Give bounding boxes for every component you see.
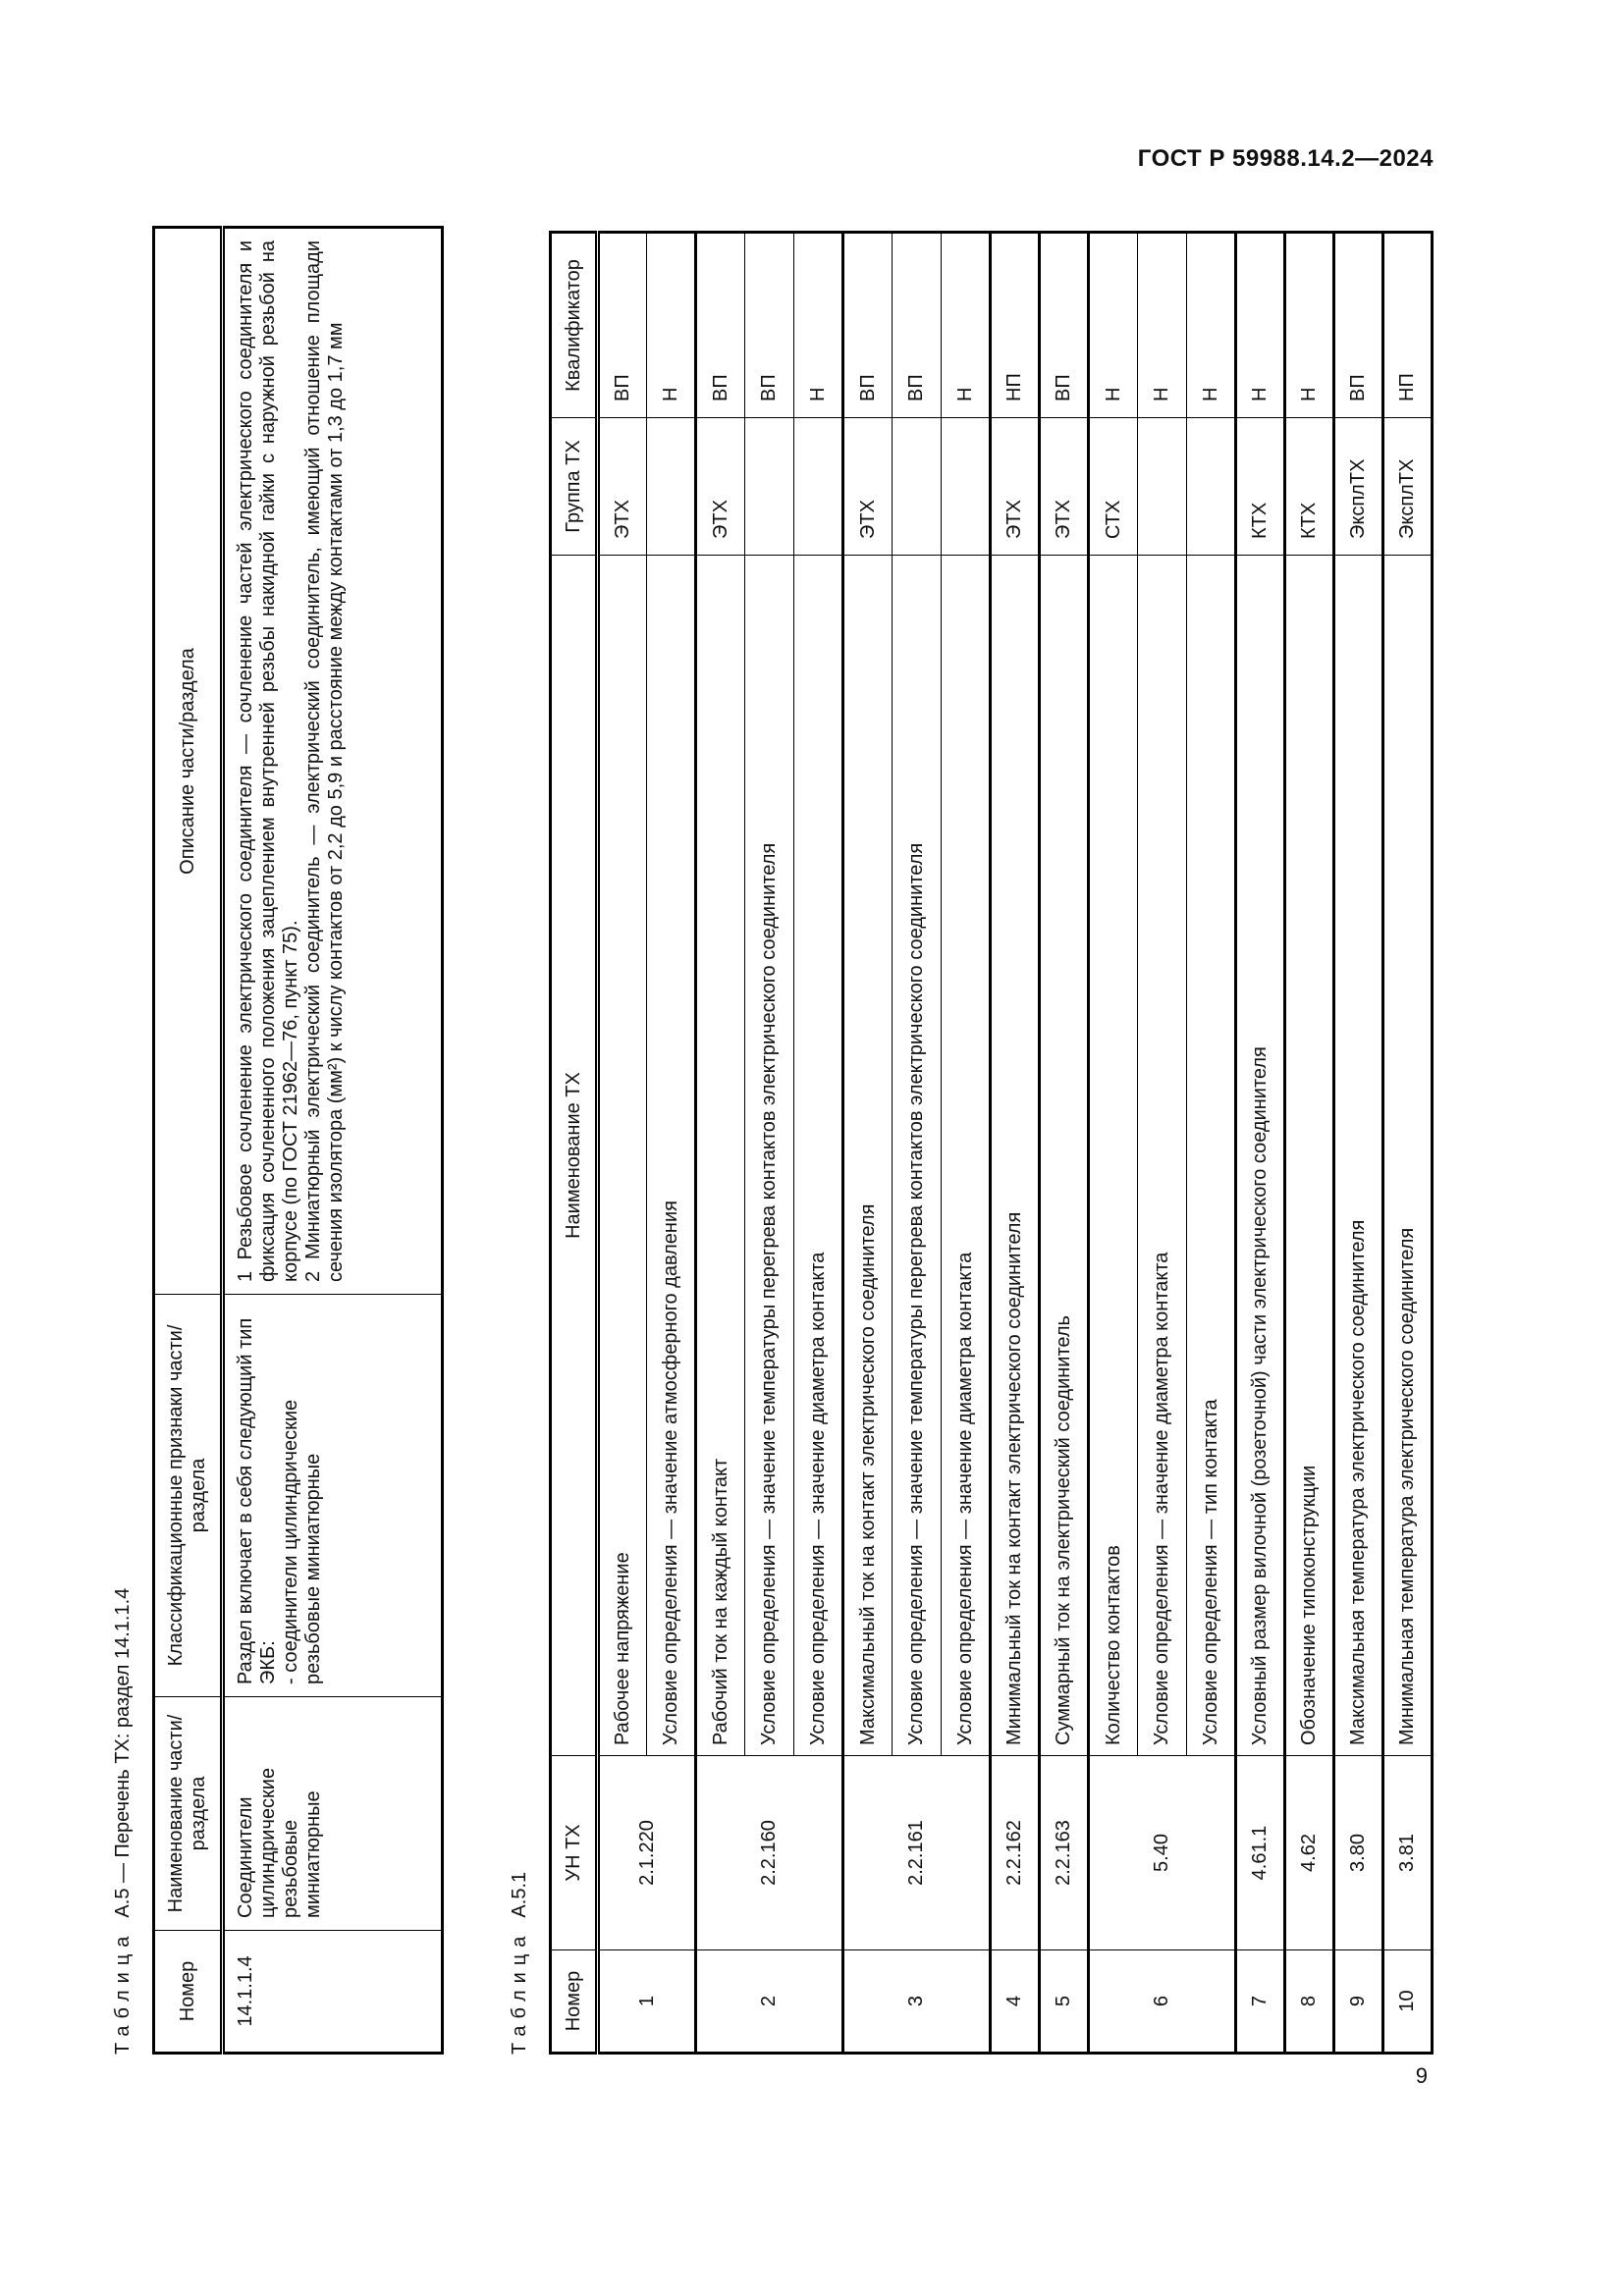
cell-qualifier: ВП: [745, 233, 794, 418]
cell-un-tx: 4.62: [1285, 1756, 1334, 1950]
table-row: [598, 233, 647, 2054]
cell-num: 9: [1334, 1950, 1383, 2054]
cell-name-tx: Условие определения — значение диаметра контакта: [1138, 556, 1187, 1756]
cell-qualifier: ВП: [843, 233, 893, 418]
cell-group-tx: КТХ: [1236, 418, 1285, 556]
header-opisanie: Описание части/раздела: [154, 228, 223, 1295]
table-a51-title: [509, 234, 531, 2055]
cell-name-tx: Количество контактов: [1089, 556, 1138, 1756]
cell-name-tx: Минимальная температура электрического соединителя: [1383, 556, 1433, 1756]
header-un-tx: УН ТХ: [551, 1756, 598, 1950]
cell-un-tx: 3.81: [1383, 1756, 1433, 1950]
cell-class-signs: [223, 1295, 443, 1697]
cell-qualifier: Н: [942, 233, 991, 418]
cell-un-tx: 3.80: [1334, 1756, 1383, 1950]
cell-name-tx: Условие определения — значение диаметра контакта: [794, 556, 843, 1756]
cell-un-tx: 2.2.163: [1040, 1756, 1089, 1950]
cell-group-tx: СТХ: [1089, 418, 1138, 556]
cell-group-tx: ЭТХ: [843, 418, 893, 556]
cell-group-tx: [893, 418, 942, 556]
cell-name-tx: Рабочий ток на каждый контакт: [696, 556, 745, 1756]
table-a51-title-rest: А.5.1: [509, 1871, 530, 1918]
cell-group-tx: ЭТХ: [696, 418, 745, 556]
table-a5-title: [112, 229, 135, 2055]
cell-qualifier: ВП: [696, 233, 745, 418]
table-a5-rotated-block: [112, 229, 452, 2055]
table-row: [991, 233, 1040, 2054]
cell-group-tx: [1138, 418, 1187, 556]
table-a5: [152, 226, 444, 2055]
cell-num: 1: [598, 1950, 696, 2054]
cell-name-tx: Условие определения — значение диаметра контакта: [942, 556, 991, 1756]
cell-name-tx: Обозначение типоконструкции: [1285, 556, 1334, 1756]
table-row: [223, 228, 443, 2054]
header-nomer: Номер: [154, 1931, 223, 2054]
cell-qualifier: НП: [991, 233, 1040, 418]
cell-num: 3: [843, 1950, 991, 2054]
table-row: [1236, 233, 1285, 2054]
table-row: [1040, 233, 1089, 2054]
cell-un-tx: 5.40: [1089, 1756, 1236, 1950]
cell-name-tx: Максимальная температура электрического соединителя: [1334, 556, 1383, 1756]
cell-num: 5: [1040, 1950, 1089, 2054]
cell-group-tx: ЭТХ: [1040, 418, 1089, 556]
cell-group-tx: КТХ: [1285, 418, 1334, 556]
cell-qualifier: ВП: [893, 233, 942, 418]
cell-name-tx: Условие определения — значение температуры перегрева контактов электрического соединителя: [893, 556, 942, 1756]
cell-un-tx: 2.2.161: [843, 1756, 991, 1950]
header-nomer: Номер: [551, 1950, 598, 2054]
cell-name-tx: Рабочее напряжение: [598, 556, 647, 1756]
cell-num: 10: [1383, 1950, 1433, 2054]
table-a5-header-row: [154, 228, 223, 2054]
table-a51-rotated-block: [509, 234, 1440, 2055]
cell-group-tx: ЭТХ: [991, 418, 1040, 556]
cell-name: Соединители цилиндрические резьбовые миниатюрные: [223, 1697, 443, 1931]
table-a5-title-rest: А.5 — Перечень ТХ: раздел 14.1.1.4: [112, 1587, 134, 1918]
cell-num: 8: [1285, 1950, 1334, 2054]
cell-name-tx: Условие определения — значение атмосферного давления: [647, 556, 696, 1756]
cell-num: 2: [696, 1950, 843, 2054]
table-a5-title-word: Таблица: [112, 1929, 134, 2055]
cell-group-tx: [942, 418, 991, 556]
description-p1: 1 Резьбовое сочленение электрического соединителя — сочленение частей электрического соединителя и фиксация сочлененного положения зацеплением внутренней резьбы накидной гайки с наружной резьбой на корпусе (по ГОСТ 21962—76, пункт 75).: [235, 240, 301, 1282]
cell-group-tx: [745, 418, 794, 556]
cell-qualifier: Н: [647, 233, 696, 418]
cell-qualifier: ВП: [1334, 233, 1383, 418]
running-header: ГОСТ Р 59988.14.2—2024: [1137, 145, 1434, 172]
header-naimenovanie-tx: Наименование ТХ: [551, 556, 598, 1756]
table-a51-header-row: [551, 233, 598, 2054]
cell-qualifier: Н: [1236, 233, 1285, 418]
cell-name-tx: Условие определения — значение температуры перегрева контактов электрического соединителя: [745, 556, 794, 1756]
table-row: [1285, 233, 1334, 2054]
header-klassifikacionnye: Классификационные признаки части/раздела: [154, 1295, 223, 1697]
header-kvalifikator: Квалификатор: [551, 233, 598, 418]
cell-name-tx: Суммарный ток на электрический соединитель: [1040, 556, 1089, 1756]
cell-group-tx: [647, 418, 696, 556]
cell-name-tx: Условие определения — тип контакта: [1187, 556, 1236, 1756]
cell-num: 7: [1236, 1950, 1285, 2054]
cell-description: [223, 228, 443, 1295]
cell-group-tx: ЭксплТХ: [1383, 418, 1433, 556]
cell-num: 14.1.1.4: [223, 1931, 443, 2054]
table-a51: [549, 231, 1434, 2055]
table-row: [1334, 233, 1383, 2054]
cell-un-tx: 2.2.160: [696, 1756, 843, 1950]
cell-un-tx: 2.2.162: [991, 1756, 1040, 1950]
cell-qualifier: ВП: [1040, 233, 1089, 418]
cell-num: 4: [991, 1950, 1040, 2054]
table-row: [1089, 233, 1138, 2054]
cell-un-tx: 4.61.1: [1236, 1756, 1285, 1950]
class-signs-p2: - соединители цилиндрические резьбовые миниатюрные: [280, 1399, 324, 1684]
class-signs-p1: Раздел включает в себя следующий тип ЭКБ:: [235, 1317, 279, 1684]
cell-group-tx: [794, 418, 843, 556]
table-a51-title-word: Таблица: [509, 1929, 530, 2055]
cell-num: 6: [1089, 1950, 1236, 2054]
cell-qualifier: НП: [1383, 233, 1433, 418]
table-row: [843, 233, 893, 2054]
cell-qualifier: Н: [1089, 233, 1138, 418]
cell-group-tx: [1187, 418, 1236, 556]
cell-qualifier: Н: [1138, 233, 1187, 418]
cell-name-tx: Максимальный ток на контакт электрического соединителя: [843, 556, 893, 1756]
table-row: [696, 233, 745, 2054]
table-row: [1383, 233, 1433, 2054]
cell-name-tx: Минимальный ток на контакт электрического соединителя: [991, 556, 1040, 1756]
cell-qualifier: Н: [1285, 233, 1334, 418]
cell-name-tx: Условный размер вилочной (розеточной) части электрического соединителя: [1236, 556, 1285, 1756]
header-gruppa-tx: Группа ТХ: [551, 418, 598, 556]
cell-group-tx: ЭксплТХ: [1334, 418, 1383, 556]
cell-qualifier: Н: [1187, 233, 1236, 418]
cell-qualifier: Н: [794, 233, 843, 418]
header-naimenovanie: Наименование части/раздела: [154, 1697, 223, 1931]
page-number: 9: [1415, 2063, 1428, 2088]
cell-qualifier: ВП: [598, 233, 647, 418]
cell-group-tx: ЭТХ: [598, 418, 647, 556]
cell-un-tx: 2.1.220: [598, 1756, 696, 1950]
description-p2: 2 Миниатюрный электрический соединитель — электрический соединитель, имеющий отношение площади сечения изолятора (мм²) к числу контактов от 2,2 до 5,9 и расстояние между контактами от 1,3 до 1,7 мм: [302, 240, 347, 1282]
